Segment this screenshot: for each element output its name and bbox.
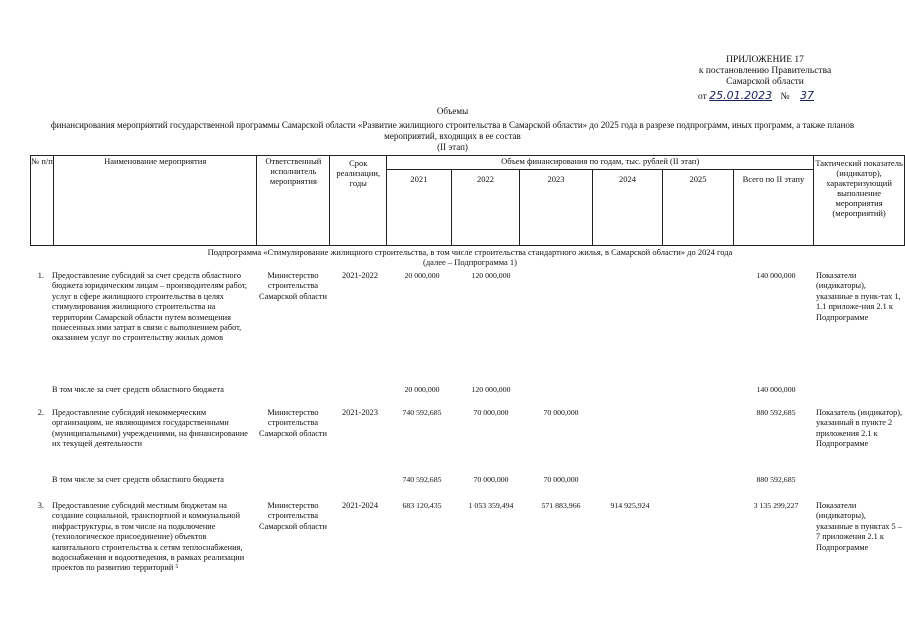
row-2021: 740 592,685 xyxy=(402,408,442,417)
row-number: 3. xyxy=(37,501,44,510)
row-responsible: Министерство строительства Самарской области xyxy=(259,271,327,301)
row-indicator: Показатель (индикатор), указанный в пункте 2 приложения 2.1 к Подпрограмме xyxy=(816,408,903,449)
funding-label: В том числе за счет средств областного бюджета xyxy=(52,475,224,484)
subprogram-line-2: (далее – Подпрограмма 1) xyxy=(423,257,517,267)
row-2023: 571 883,966 xyxy=(541,501,581,510)
subprogram-line-1: Подпрограмма «Стимулирование жилищного строительства, в том числе строительства стандартного жилья, в Самарской области» до 2024 года xyxy=(207,247,733,257)
header-num: № п/п xyxy=(31,156,54,246)
row-2022: 70 000,000 xyxy=(473,408,509,417)
row-number: 1. xyxy=(37,271,44,280)
number-prefix: № xyxy=(780,92,790,102)
row-term: 2021-2024 xyxy=(342,501,378,510)
row-responsible: Министерство строительства Самарской области xyxy=(259,408,327,438)
header-total: Всего по II этапу xyxy=(733,170,813,246)
row-total: 3 135 299,227 xyxy=(753,501,799,510)
header-term: Срок реализации, годы xyxy=(330,156,387,246)
title-line-1: Объемы xyxy=(436,106,469,116)
handwritten-number: 37 xyxy=(799,89,814,102)
date-prefix: от xyxy=(698,92,707,102)
row-name: Предоставление субсидий местным бюджетам на создание социальной, транспортной и коммунальной инфраструктуры, в том числе на подключение (технологическое присоединение) объектов капитального строительства к сетям теплоснабжения, водоснабжения и водоотведения, в рамках реализации проектов по развитию территорий ⁵ xyxy=(52,501,245,573)
row-total: 880 592,685 xyxy=(756,408,796,417)
subprogram-title xyxy=(140,247,800,267)
row-2022: 120 000,000 xyxy=(471,271,511,280)
row-2021: 20 000,000 xyxy=(404,271,440,280)
row-2022: 1 053 359,494 xyxy=(468,501,514,510)
header-responsible: Ответственный исполнитель мероприятия xyxy=(257,156,330,246)
appendix-region: Самарской области xyxy=(726,77,804,87)
header-year-2024: 2024 xyxy=(592,170,663,246)
funding-label: В том числе за счет средств областного бюджета xyxy=(52,385,224,394)
row-responsible: Министерство строительства Самарской области xyxy=(259,501,327,531)
handwritten-date: 25.01.2023 xyxy=(709,89,773,102)
funding-2022: 120 000,000 xyxy=(471,385,511,394)
funding-2022: 70 000,000 xyxy=(473,475,509,484)
header-year-2021: 2021 xyxy=(387,170,452,246)
header-table xyxy=(30,155,905,246)
funding-2021: 20 000,000 xyxy=(404,385,440,394)
funding-total: 140 000,000 xyxy=(756,385,796,394)
appendix-title: ПРИЛОЖЕНИЕ 17 xyxy=(726,55,804,65)
document-title xyxy=(0,106,905,153)
appendix-decree: к постановлению Правительства xyxy=(698,66,832,76)
row-term: 2021-2022 xyxy=(342,271,378,280)
appendix-date-line xyxy=(640,90,890,103)
header-year-2023: 2023 xyxy=(520,170,592,246)
title-line-2: финансирования мероприятий государственной программы Самарской области «Развитие жилищного строительства в Самарской области» до 2025 года в разрезе подпрограмм, иных программ, а также планов xyxy=(50,120,855,130)
row-2024: 914 925,924 xyxy=(610,501,650,510)
row-2021: 683 120,435 xyxy=(402,501,442,510)
row-name: Предоставление субсидий некоммерческим организациям, не являющимся государственными (муниципальными) учреждениями, на финансирование их текущей деятельности xyxy=(52,408,248,449)
title-line-4: (II этап) xyxy=(437,142,468,152)
header-volume: Объем финансирования по годам, тыс. рублей (II этап) xyxy=(387,156,814,170)
row-indicator: Показатели (индикаторы), указанные в пунктах 5 – 7 приложения 2.1 к Подпрограмме xyxy=(816,501,902,552)
header-name: Наименование мероприятия xyxy=(53,156,257,246)
title-line-3: мероприятий, входящих в ее состав xyxy=(384,131,521,141)
row-indicator: Показатели (индикаторы), указанные в пунк-тах 1, 1.1 приложе-ния 2.1 к Подпрограмме xyxy=(816,271,901,322)
header-year-2025: 2025 xyxy=(663,170,734,246)
funding-2021: 740 592,685 xyxy=(402,475,442,484)
funding-2023: 70 000,000 xyxy=(543,475,579,484)
row-2023: 70 000,000 xyxy=(543,408,579,417)
header-indicator: Тактический показатель (индикатор), характеризующий выполнение мероприятия (мероприятий) xyxy=(814,156,905,246)
row-number: 2. xyxy=(37,408,44,417)
appendix-block xyxy=(640,55,890,103)
funding-total: 880 592,685 xyxy=(756,475,796,484)
header-year-2022: 2022 xyxy=(451,170,520,246)
row-term: 2021-2023 xyxy=(342,408,378,417)
row-name: Предоставление субсидий за счет средств областного бюджета юридическим лицам – производителям работ, услуг в сфере жилищного строительства в целях стимулирования жилищного строительства на территории Самарской области путем возмещения понесенных ими затрат в связи с выполнением работ, оказанием услуг по строительству жилых домов xyxy=(52,271,247,343)
row-total: 140 000,000 xyxy=(756,271,796,280)
